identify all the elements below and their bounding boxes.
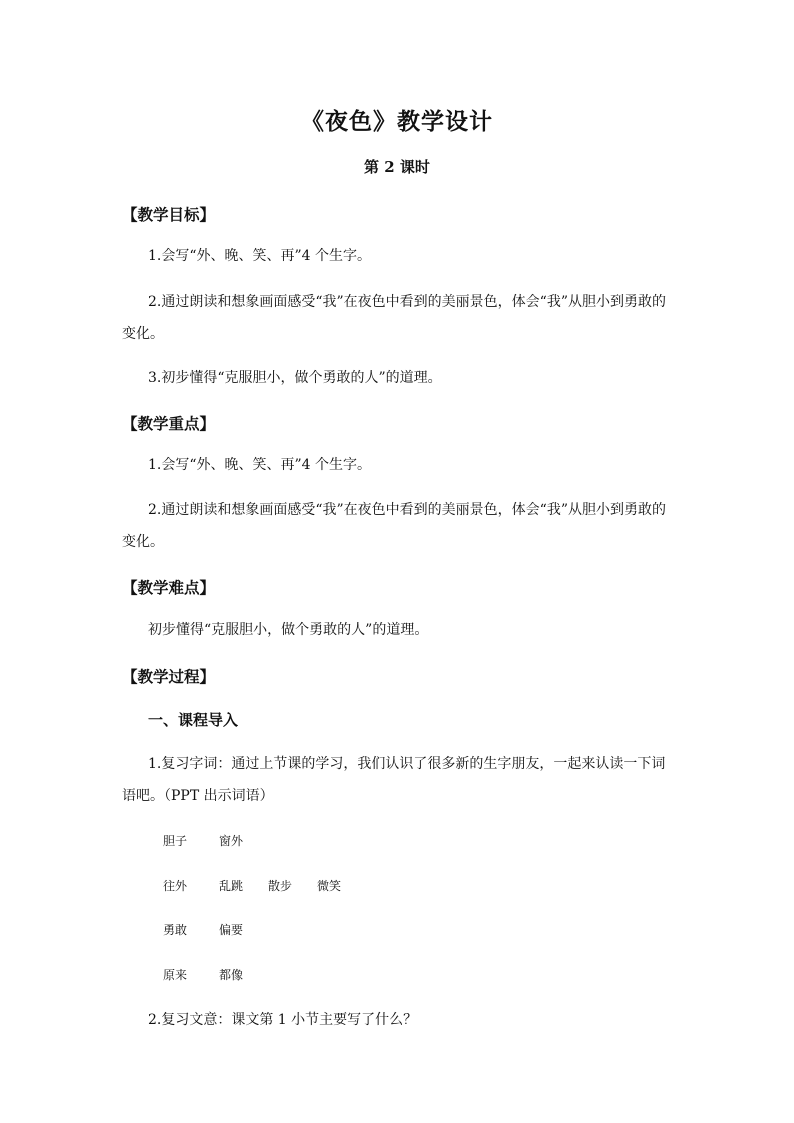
section-heading-difficulties: 【教学难点】 [122, 578, 216, 597]
vocab-row [163, 832, 243, 849]
vocab-row [163, 966, 243, 983]
process-step-review-words: 1.复习字词：通过上节课的学习，我们认识了很多新的生字朋友，一起来认读一下词语吧。（PPT 出示词语） [122, 756, 666, 804]
vocab-word: 胆子 [163, 834, 188, 848]
difficulty-item: 初步懂得“克服胆小，做个勇敢的人”的道理。 [148, 622, 429, 638]
key-point-item: 1.会写“外、晚、笑、再”4 个生字。 [148, 457, 372, 473]
vocab-word: 勇敢 [163, 923, 188, 937]
document-title: 《夜色》教学设计 [301, 108, 493, 135]
goal-item: 2.通过朗读和想象画面感受“我”在夜色中看到的美丽景色，体会“我”从胆小到勇敢的变化。 [122, 294, 666, 342]
vocab-word: 散步 [268, 879, 293, 893]
vocab-word: 都像 [219, 968, 244, 982]
vocab-word: 窗外 [219, 834, 244, 848]
section-heading-process: 【教学过程】 [122, 667, 216, 686]
vocab-row [163, 877, 341, 894]
section-heading-goals: 【教学目标】 [122, 205, 216, 224]
vocab-row [163, 921, 243, 938]
process-section-intro: 一、课程导入 [148, 711, 239, 729]
vocab-word: 偏要 [219, 923, 244, 937]
vocab-word: 微笑 [317, 879, 342, 893]
lesson-period: 第 2 课时 [364, 158, 430, 176]
vocab-word: 乱跳 [219, 879, 244, 893]
goal-item: 1.会写“外、晚、笑、再”4 个生字。 [148, 248, 372, 264]
section-heading-key-points: 【教学重点】 [122, 414, 216, 433]
goal-item: 3.初步懂得“克服胆小，做个勇敢的人”的道理。 [148, 370, 442, 386]
vocab-word: 往外 [163, 879, 188, 893]
key-point-item: 2.通过朗读和想象画面感受“我”在夜色中看到的美丽景色，体会“我”从胆小到勇敢的变化。 [122, 502, 666, 550]
vocab-word: 原来 [163, 968, 188, 982]
process-step-review-meaning: 2.复习文意：课文第 1 小节主要写了什么？ [148, 1012, 418, 1028]
